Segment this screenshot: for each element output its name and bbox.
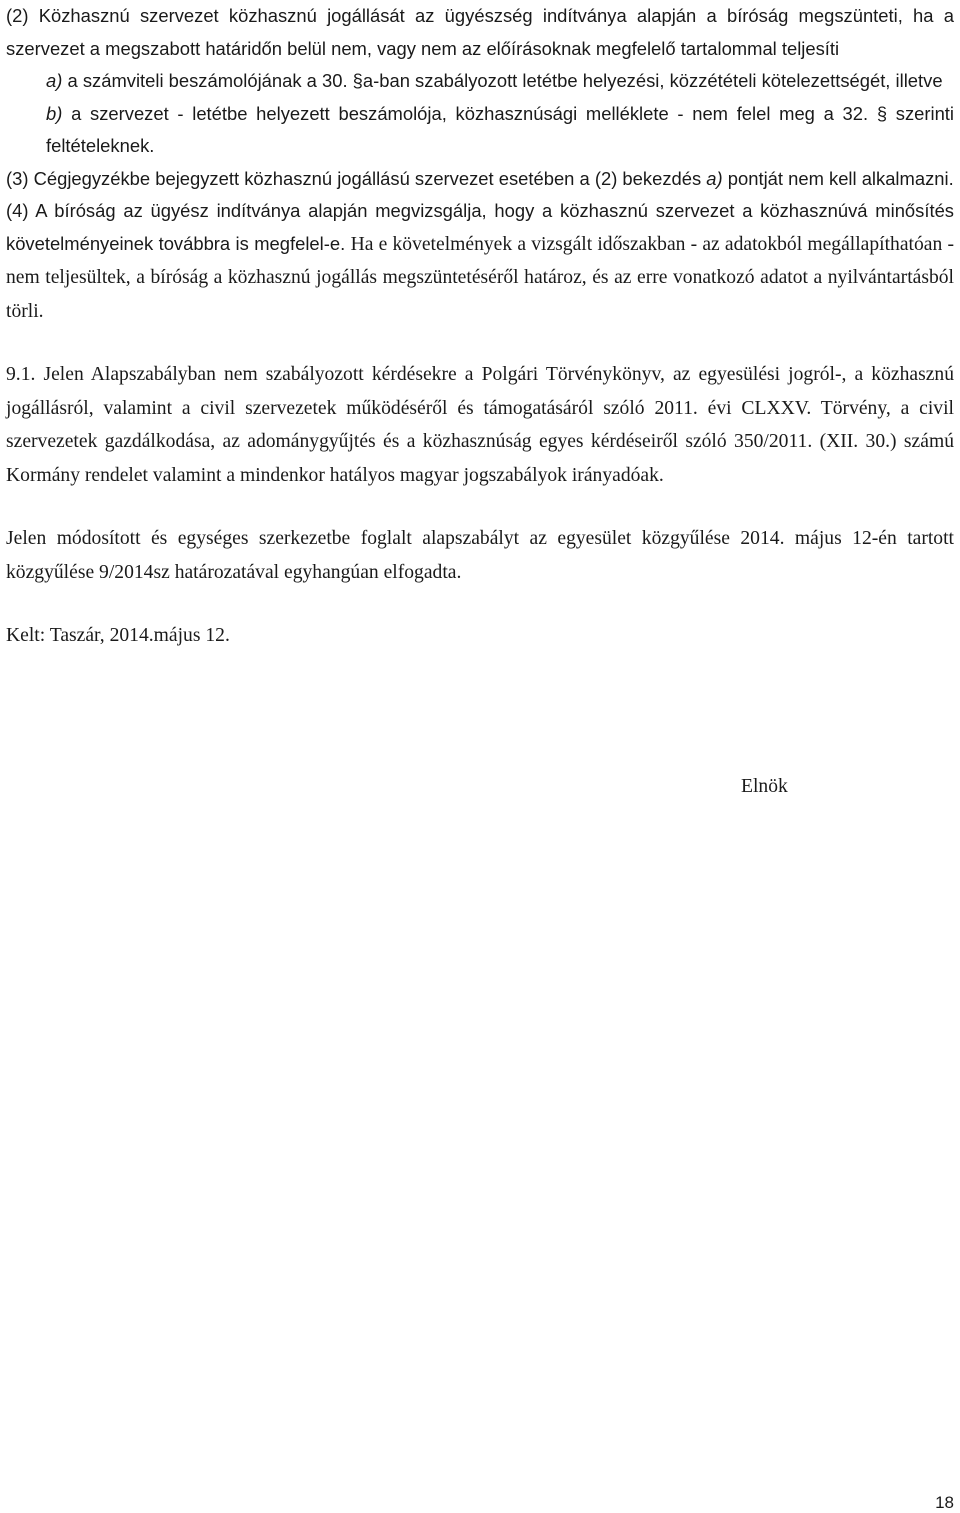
section-3-text-after: pontját nem kell alkalmazni. — [727, 167, 954, 189]
page-number: 18 — [935, 1493, 954, 1512]
document-page — [6, 0, 954, 653]
section-4-sans-part: (4) A bíróság az ügyész indítványa alapján megvizsgálja, hogy a közhasznú szervezet a közhasznúvá minősítés követelményeinek továbbra is megfelel-e. — [6, 200, 954, 254]
section-9-1: 9.1. Jelen Alapszabályban nem szabályozott kérdésekre a Polgári Törvénykönyv, az egyesülési jogról-, a közhasznú jogállásról, valamint a civil szervezetek működéséről és támogatásáról szóló 2011. évi CLXXV. Törvény, a civil szervezetek gazdálkodása, az adománygyűjtés és a közhasznúság egyes kérdéseiről szóló 350/2011. (XII. 30.) számú Kormány rendelet valamint a mindenkor hatályos magyar jogszabályok irányadóak. — [6, 364, 954, 486]
signature-title: Elnök — [741, 776, 788, 797]
item-a-text: a számviteli beszámolójának a 30. §a-ban szabályozott letétbe helyezési, közzétételi kötelezettségét, illetve — [67, 70, 943, 91]
section-2-item-a — [6, 65, 954, 98]
section-4 — [6, 195, 954, 328]
section-3 — [6, 163, 954, 196]
section-2 — [6, 0, 954, 163]
section-3-italic: a) — [706, 167, 723, 189]
item-b-text: a szervezet - letétbe helyezett beszámolója, közhasznúsági melléklete - nem felel meg a 32. § szerinti feltételeknek. — [46, 102, 954, 156]
item-b-label: b) — [46, 102, 63, 124]
section-3-text-before: (3) Cégjegyzékbe bejegyzett közhasznú jogállású szervezet esetében a (2) bekezdés — [6, 167, 702, 189]
item-a-label: a) — [46, 70, 63, 91]
section-2-item-b — [6, 98, 954, 163]
section-4-serif-part: Ha e követelmények a vizsgált időszakban - az adatokból megállapíthatóan - nem teljesültek, a bíróság a közhasznú jogállás megszüntetéséről határoz, és az erre vonatkozó adatot a nyilvántartásból törli. — [6, 233, 954, 322]
section-2-intro: (2) Közhasznú szervezet közhasznú jogállását az ügyészség indítványa alapján a bíróság megszünteti, ha a szervezet a megszabott határidőn belül nem, vagy nem az előírásoknak megfelelő tartalommal teljesíti — [6, 5, 954, 59]
dated-line: Kelt: Taszár, 2014.május 12. — [6, 625, 230, 646]
adoption-statement: Jelen módosított és egységes szerkezetbe foglalt alapszabályt az egyesület közgyűlése 2014. május 12-én tartott közgyűlése 9/2014sz határozatával egyhangúan elfogadta. — [6, 528, 954, 583]
